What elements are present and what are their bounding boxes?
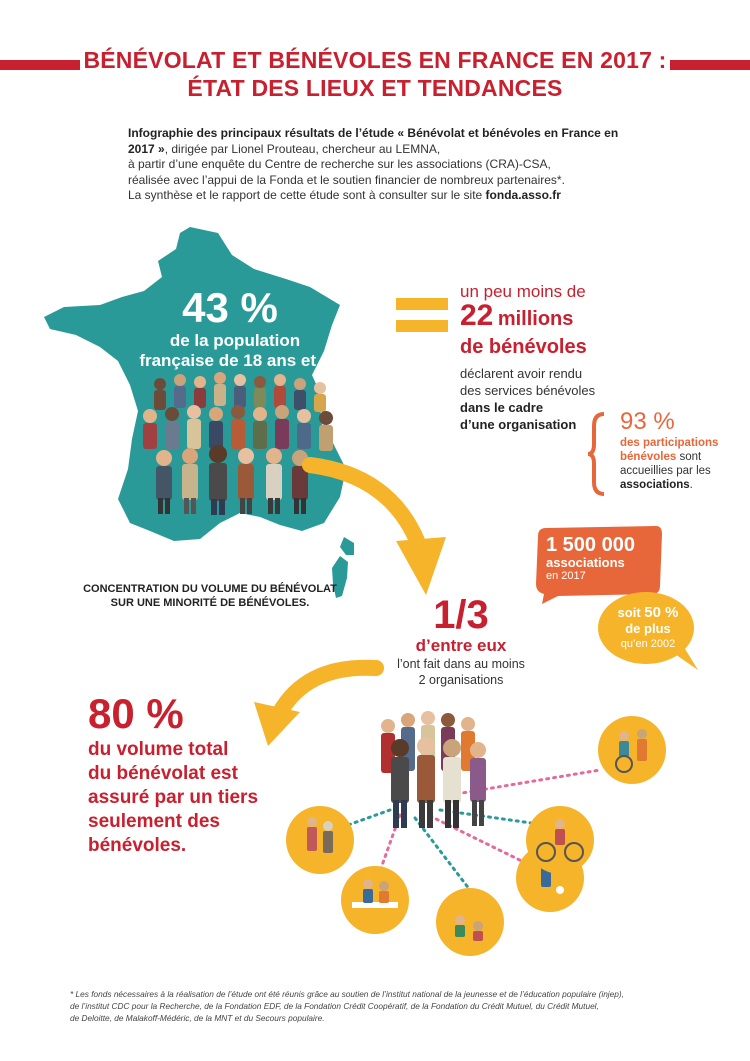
associations-line-2 [620, 450, 740, 464]
eighty-block [88, 690, 308, 858]
activity-children-play [436, 888, 504, 956]
volunteers-number: 22 [460, 299, 494, 332]
volunteers-lead: un peu moins de [460, 282, 586, 301]
growth-bubble [600, 605, 696, 651]
map-line-1: de la population [169, 331, 301, 350]
small-crowd [381, 711, 486, 828]
eighty-line-3: assuré par un tiers [88, 787, 259, 808]
growth-line-1 [600, 605, 696, 621]
third-fraction: 1/3 [433, 593, 489, 637]
activities-illustration [280, 690, 700, 970]
eighty-line-5: bénévoles. [88, 835, 187, 856]
associations-percent: 93 % [620, 408, 675, 435]
associations-line-2-rest: sont [676, 451, 702, 463]
activity-cycling-circle [520, 800, 600, 880]
concentration-line-2: SUR UNE MINORITÉ DE BÉNÉVOLES. [110, 597, 310, 609]
associations-line-4 [620, 478, 740, 492]
associations-line-3: accueillies par les [620, 465, 711, 477]
eighty-line-2: du bénévolat est [88, 763, 238, 784]
footnote [70, 988, 690, 1024]
intro-bold: Infographie des principaux résultats de l’étude « Bénévolat et bénévoles en France en 2017 » [128, 126, 619, 156]
volunteers-desc-4: d’une organisation [460, 417, 577, 432]
volunteers-unit: millions [497, 308, 574, 330]
third-line-1: d’entre eux [415, 636, 507, 655]
intro-line3: réalisée avec l’appui de la Fonda et le soutien financier de nombreux partenaires*. [128, 172, 565, 187]
eighty-line-4: seulement des [88, 811, 220, 832]
assoc-bubble [546, 534, 656, 583]
title-line-2: ÉTAT DES LIEUX ET TENDANCES [187, 75, 563, 101]
concentration-line-1: CONCENTRATION DU VOLUME DU BÉNÉVOLAT [83, 583, 337, 595]
equals-bar-bottom [396, 320, 448, 332]
activity-elderly-help [286, 806, 354, 874]
footnote-line-2: de l’institut CDC pour la Recherche, de la Fondation EDF, de la Fondation Crédit Coopératif, de la Fondation du Crédit Mutuel, du Crédit Mutuel, [70, 1001, 599, 1011]
intro-line1-rest: , dirigée par Lionel Prouteau, chercheur au LEMNA, [164, 141, 441, 156]
intro-line4: La synthèse et le rapport de cette étude sont à consulter sur le site [128, 188, 486, 202]
curly-brace [586, 412, 608, 496]
volunteers-desc-3: dans le cadre [460, 400, 544, 415]
footnote-line-1: * Les fonds nécessaires à la réalisation de l’étude ont été réunis grâce au soutien de l’institut national de la jeunesse et de l’éducation populaire (injep), [70, 989, 624, 999]
third-block [376, 594, 546, 688]
third-line-3: 2 organisations [418, 673, 504, 687]
equals-bar-top [396, 298, 448, 310]
intro-line2: à partir d’une enquête du Centre de recherche sur les associations (CRA)-CSA, [128, 157, 551, 171]
activity-food-distribution [341, 866, 409, 934]
map-percent: 43 % [182, 284, 278, 331]
assoc-year: en 2017 [546, 570, 586, 582]
associations-line-4-end: . [689, 479, 693, 491]
concentration-caption [80, 582, 340, 610]
eighty-line-1: du volume total [88, 739, 229, 760]
growth-line-2: de plus [625, 621, 671, 636]
activity-wheelchair [598, 716, 666, 784]
intro-text [128, 126, 628, 204]
associations-line-2-bold: bénévoles [620, 451, 677, 463]
volunteers-desc-1: déclarent avoir rendu [460, 366, 583, 381]
volunteers-desc-2: des services bénévoles [460, 383, 596, 398]
eighty-percent: 80 % [88, 690, 184, 737]
growth-line-3: qu’en 2002 [620, 638, 676, 650]
intro-site-link[interactable]: fonda.asso.fr [485, 188, 561, 202]
assoc-label: associations [546, 555, 625, 570]
footnote-line-3: de Deloitte, de Malakoff-Médéric, de la MNT et du Secours populaire. [70, 1013, 325, 1023]
page-title [60, 46, 690, 102]
associations-line-4-bold: associations [620, 479, 690, 491]
associations-line-1: des participations [620, 437, 719, 449]
volunteers-number-line [460, 299, 660, 335]
assoc-number: 1 500 000 [546, 534, 635, 556]
associations-stat [620, 408, 740, 492]
title-line-1: BÉNÉVOLAT ET BÉNÉVOLES EN FRANCE EN 2017 : [83, 47, 667, 73]
growth-prefix: soit [617, 605, 645, 620]
third-line-2: l’ont fait dans au moins [397, 657, 525, 671]
volunteers-noun: de bénévoles [460, 336, 587, 358]
growth-percent: 50 % [644, 604, 679, 621]
map-line-2: française de 18 ans et + [139, 351, 331, 370]
